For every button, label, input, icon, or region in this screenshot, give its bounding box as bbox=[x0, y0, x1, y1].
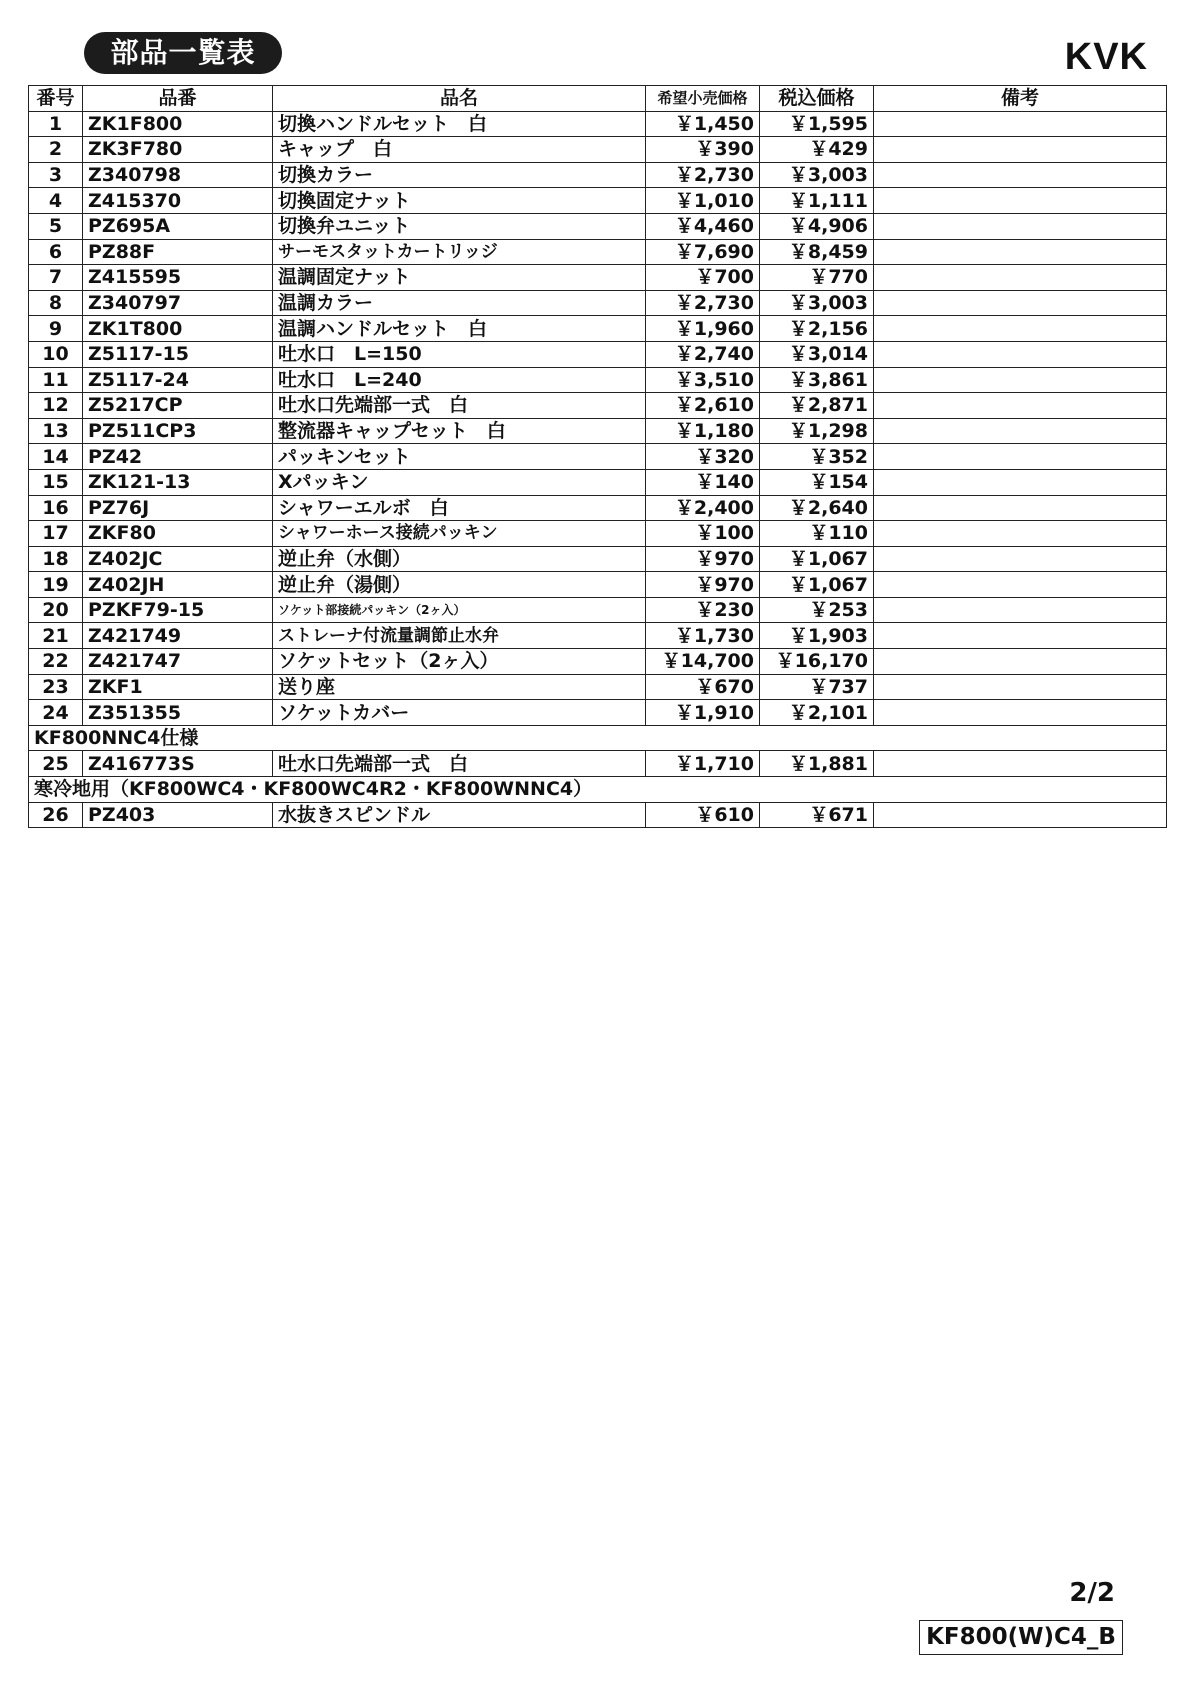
cell-note bbox=[874, 521, 1167, 547]
cell-tax-price: ￥1,881 bbox=[760, 751, 874, 777]
cell-tax-price: ￥3,003 bbox=[760, 162, 874, 188]
cell-code: ZKF80 bbox=[83, 521, 273, 547]
cell-note bbox=[874, 290, 1167, 316]
cell-no: 6 bbox=[29, 239, 83, 265]
cell-tax-price: ￥3,861 bbox=[760, 367, 874, 393]
table-row bbox=[29, 341, 1167, 367]
column-header-retail-price: 希望小売価格 bbox=[646, 86, 760, 112]
cell-no: 17 bbox=[29, 521, 83, 547]
cell-name: 逆止弁（水側） bbox=[273, 546, 646, 572]
cell-no: 5 bbox=[29, 213, 83, 239]
cell-note bbox=[874, 316, 1167, 342]
cell-tax-price: ￥3,003 bbox=[760, 290, 874, 316]
cell-retail-price: ￥1,910 bbox=[646, 700, 760, 726]
cell-note bbox=[874, 546, 1167, 572]
cell-no: 13 bbox=[29, 418, 83, 444]
cell-no: 20 bbox=[29, 597, 83, 623]
cell-retail-price: ￥320 bbox=[646, 444, 760, 470]
cell-name: 切換ハンドルセット 白 bbox=[273, 111, 646, 137]
cell-name: 温調カラー bbox=[273, 290, 646, 316]
table-row bbox=[29, 521, 1167, 547]
cell-note bbox=[874, 213, 1167, 239]
table-row bbox=[29, 367, 1167, 393]
cell-no: 10 bbox=[29, 341, 83, 367]
cell-code: PZ511CP3 bbox=[83, 418, 273, 444]
cell-name: 水抜きスピンドル bbox=[273, 802, 646, 828]
cell-tax-price: ￥3,014 bbox=[760, 341, 874, 367]
table-row bbox=[29, 751, 1167, 777]
cell-retail-price: ￥1,960 bbox=[646, 316, 760, 342]
cell-code: PZ695A bbox=[83, 213, 273, 239]
cell-no: 22 bbox=[29, 649, 83, 675]
section-title: 寒冷地用（KF800WC4・KF800WC4R2・KF800WNNC4） bbox=[29, 777, 1167, 803]
cell-name: 逆止弁（湯側） bbox=[273, 572, 646, 598]
cell-retail-price: ￥1,710 bbox=[646, 751, 760, 777]
cell-no: 12 bbox=[29, 393, 83, 419]
cell-name: Xパッキン bbox=[273, 469, 646, 495]
cell-tax-price: ￥770 bbox=[760, 265, 874, 291]
cell-retail-price: ￥970 bbox=[646, 572, 760, 598]
cell-name: 吐水口 L=240 bbox=[273, 367, 646, 393]
cell-retail-price: ￥390 bbox=[646, 137, 760, 163]
cell-note bbox=[874, 367, 1167, 393]
cell-retail-price: ￥1,180 bbox=[646, 418, 760, 444]
cell-name: 送り座 bbox=[273, 674, 646, 700]
cell-code: Z402JH bbox=[83, 572, 273, 598]
cell-code: Z421747 bbox=[83, 649, 273, 675]
cell-tax-price: ￥671 bbox=[760, 802, 874, 828]
parts-table bbox=[28, 85, 1167, 828]
section-row bbox=[29, 777, 1167, 803]
page-number: 2/2 bbox=[1069, 1578, 1115, 1608]
section-row bbox=[29, 725, 1167, 751]
table-row bbox=[29, 674, 1167, 700]
cell-no: 9 bbox=[29, 316, 83, 342]
column-header-code: 品番 bbox=[83, 86, 273, 112]
page-title: 部品一覧表 bbox=[84, 32, 282, 74]
cell-note bbox=[874, 597, 1167, 623]
cell-code: ZK3F780 bbox=[83, 137, 273, 163]
cell-note bbox=[874, 111, 1167, 137]
cell-code: PZ403 bbox=[83, 802, 273, 828]
table-row bbox=[29, 444, 1167, 470]
cell-retail-price: ￥970 bbox=[646, 546, 760, 572]
cell-tax-price: ￥2,640 bbox=[760, 495, 874, 521]
cell-retail-price: ￥610 bbox=[646, 802, 760, 828]
cell-no: 14 bbox=[29, 444, 83, 470]
cell-code: Z351355 bbox=[83, 700, 273, 726]
table-row bbox=[29, 597, 1167, 623]
cell-code: PZKF79-15 bbox=[83, 597, 273, 623]
cell-no: 4 bbox=[29, 188, 83, 214]
cell-name: ソケットセット（2ヶ入） bbox=[273, 649, 646, 675]
cell-no: 1 bbox=[29, 111, 83, 137]
cell-code: PZ76J bbox=[83, 495, 273, 521]
cell-note bbox=[874, 495, 1167, 521]
cell-no: 23 bbox=[29, 674, 83, 700]
column-header-name: 品名 bbox=[273, 86, 646, 112]
cell-name: ソケット部接続パッキン（2ヶ入） bbox=[273, 597, 646, 623]
cell-retail-price: ￥100 bbox=[646, 521, 760, 547]
cell-tax-price: ￥154 bbox=[760, 469, 874, 495]
cell-tax-price: ￥2,871 bbox=[760, 393, 874, 419]
cell-note bbox=[874, 700, 1167, 726]
cell-no: 19 bbox=[29, 572, 83, 598]
cell-retail-price: ￥2,400 bbox=[646, 495, 760, 521]
cell-tax-price: ￥110 bbox=[760, 521, 874, 547]
cell-name: 吐水口 L=150 bbox=[273, 341, 646, 367]
cell-code: ZK121-13 bbox=[83, 469, 273, 495]
cell-no: 8 bbox=[29, 290, 83, 316]
cell-note bbox=[874, 393, 1167, 419]
cell-retail-price: ￥7,690 bbox=[646, 239, 760, 265]
cell-code: Z5217CP bbox=[83, 393, 273, 419]
table-row bbox=[29, 265, 1167, 291]
table-row bbox=[29, 213, 1167, 239]
table-row bbox=[29, 700, 1167, 726]
cell-note bbox=[874, 802, 1167, 828]
document-code: KF800(W)C4_B bbox=[919, 1620, 1123, 1655]
column-header-no: 番号 bbox=[29, 86, 83, 112]
cell-code: ZK1T800 bbox=[83, 316, 273, 342]
table-row bbox=[29, 162, 1167, 188]
cell-retail-price: ￥2,730 bbox=[646, 290, 760, 316]
cell-tax-price: ￥16,170 bbox=[760, 649, 874, 675]
cell-tax-price: ￥8,459 bbox=[760, 239, 874, 265]
cell-no: 16 bbox=[29, 495, 83, 521]
cell-name: パッキンセット bbox=[273, 444, 646, 470]
cell-no: 25 bbox=[29, 751, 83, 777]
cell-name: 切換カラー bbox=[273, 162, 646, 188]
cell-note bbox=[874, 188, 1167, 214]
table-row bbox=[29, 572, 1167, 598]
cell-note bbox=[874, 265, 1167, 291]
brand-logo: KVK bbox=[1064, 36, 1148, 78]
column-header-tax-price: 税込価格 bbox=[760, 86, 874, 112]
cell-code: ZK1F800 bbox=[83, 111, 273, 137]
cell-note bbox=[874, 418, 1167, 444]
cell-code: Z416773S bbox=[83, 751, 273, 777]
cell-name: キャップ 白 bbox=[273, 137, 646, 163]
section-title: KF800NNC4仕様 bbox=[29, 725, 1167, 751]
table-row bbox=[29, 137, 1167, 163]
table-row bbox=[29, 469, 1167, 495]
cell-tax-price: ￥1,903 bbox=[760, 623, 874, 649]
table-row bbox=[29, 393, 1167, 419]
table-row bbox=[29, 649, 1167, 675]
cell-no: 3 bbox=[29, 162, 83, 188]
cell-name: シャワーホース接続パッキン bbox=[273, 521, 646, 547]
cell-code: Z415595 bbox=[83, 265, 273, 291]
cell-retail-price: ￥2,610 bbox=[646, 393, 760, 419]
table-header-row bbox=[29, 86, 1167, 112]
cell-note bbox=[874, 444, 1167, 470]
cell-note bbox=[874, 162, 1167, 188]
table-row bbox=[29, 418, 1167, 444]
cell-code: ZKF1 bbox=[83, 674, 273, 700]
cell-retail-price: ￥3,510 bbox=[646, 367, 760, 393]
cell-retail-price: ￥2,740 bbox=[646, 341, 760, 367]
cell-tax-price: ￥1,111 bbox=[760, 188, 874, 214]
cell-note bbox=[874, 623, 1167, 649]
cell-tax-price: ￥1,067 bbox=[760, 572, 874, 598]
cell-code: Z421749 bbox=[83, 623, 273, 649]
cell-name: 切換固定ナット bbox=[273, 188, 646, 214]
cell-tax-price: ￥1,595 bbox=[760, 111, 874, 137]
cell-note bbox=[874, 751, 1167, 777]
cell-name: 温調固定ナット bbox=[273, 265, 646, 291]
cell-tax-price: ￥429 bbox=[760, 137, 874, 163]
cell-retail-price: ￥1,730 bbox=[646, 623, 760, 649]
cell-name: 吐水口先端部一式 白 bbox=[273, 751, 646, 777]
cell-tax-price: ￥1,067 bbox=[760, 546, 874, 572]
cell-retail-price: ￥4,460 bbox=[646, 213, 760, 239]
cell-name: サーモスタットカートリッジ bbox=[273, 239, 646, 265]
table-row bbox=[29, 188, 1167, 214]
cell-retail-price: ￥1,450 bbox=[646, 111, 760, 137]
cell-code: Z402JC bbox=[83, 546, 273, 572]
table-row bbox=[29, 111, 1167, 137]
cell-retail-price: ￥230 bbox=[646, 597, 760, 623]
table-row bbox=[29, 623, 1167, 649]
cell-tax-price: ￥2,156 bbox=[760, 316, 874, 342]
cell-no: 2 bbox=[29, 137, 83, 163]
cell-note bbox=[874, 572, 1167, 598]
table-row bbox=[29, 546, 1167, 572]
table-row bbox=[29, 239, 1167, 265]
cell-note bbox=[874, 649, 1167, 675]
table-row bbox=[29, 802, 1167, 828]
cell-tax-price: ￥1,298 bbox=[760, 418, 874, 444]
cell-no: 15 bbox=[29, 469, 83, 495]
cell-retail-price: ￥1,010 bbox=[646, 188, 760, 214]
table-body bbox=[29, 111, 1167, 828]
cell-retail-price: ￥2,730 bbox=[646, 162, 760, 188]
cell-name: 吐水口先端部一式 白 bbox=[273, 393, 646, 419]
cell-note bbox=[874, 469, 1167, 495]
cell-tax-price: ￥253 bbox=[760, 597, 874, 623]
cell-no: 11 bbox=[29, 367, 83, 393]
cell-name: 整流器キャップセット 白 bbox=[273, 418, 646, 444]
cell-note bbox=[874, 341, 1167, 367]
cell-no: 21 bbox=[29, 623, 83, 649]
table-row bbox=[29, 316, 1167, 342]
cell-code: Z415370 bbox=[83, 188, 273, 214]
cell-retail-price: ￥140 bbox=[646, 469, 760, 495]
cell-name: 温調ハンドルセット 白 bbox=[273, 316, 646, 342]
cell-name: ストレーナ付流量調節止水弁 bbox=[273, 623, 646, 649]
table-row bbox=[29, 495, 1167, 521]
cell-retail-price: ￥670 bbox=[646, 674, 760, 700]
cell-code: PZ88F bbox=[83, 239, 273, 265]
column-header-note: 備考 bbox=[874, 86, 1167, 112]
cell-code: Z340797 bbox=[83, 290, 273, 316]
cell-code: Z340798 bbox=[83, 162, 273, 188]
cell-no: 24 bbox=[29, 700, 83, 726]
cell-tax-price: ￥352 bbox=[760, 444, 874, 470]
cell-name: 切換弁ユニット bbox=[273, 213, 646, 239]
cell-retail-price: ￥14,700 bbox=[646, 649, 760, 675]
cell-tax-price: ￥4,906 bbox=[760, 213, 874, 239]
cell-code: Z5117-24 bbox=[83, 367, 273, 393]
cell-no: 18 bbox=[29, 546, 83, 572]
cell-retail-price: ￥700 bbox=[646, 265, 760, 291]
cell-tax-price: ￥2,101 bbox=[760, 700, 874, 726]
cell-note bbox=[874, 239, 1167, 265]
cell-code: PZ42 bbox=[83, 444, 273, 470]
cell-note bbox=[874, 674, 1167, 700]
cell-tax-price: ￥737 bbox=[760, 674, 874, 700]
cell-name: シャワーエルボ 白 bbox=[273, 495, 646, 521]
cell-note bbox=[874, 137, 1167, 163]
cell-no: 26 bbox=[29, 802, 83, 828]
cell-code: Z5117-15 bbox=[83, 341, 273, 367]
cell-name: ソケットカバー bbox=[273, 700, 646, 726]
table-row bbox=[29, 290, 1167, 316]
cell-no: 7 bbox=[29, 265, 83, 291]
